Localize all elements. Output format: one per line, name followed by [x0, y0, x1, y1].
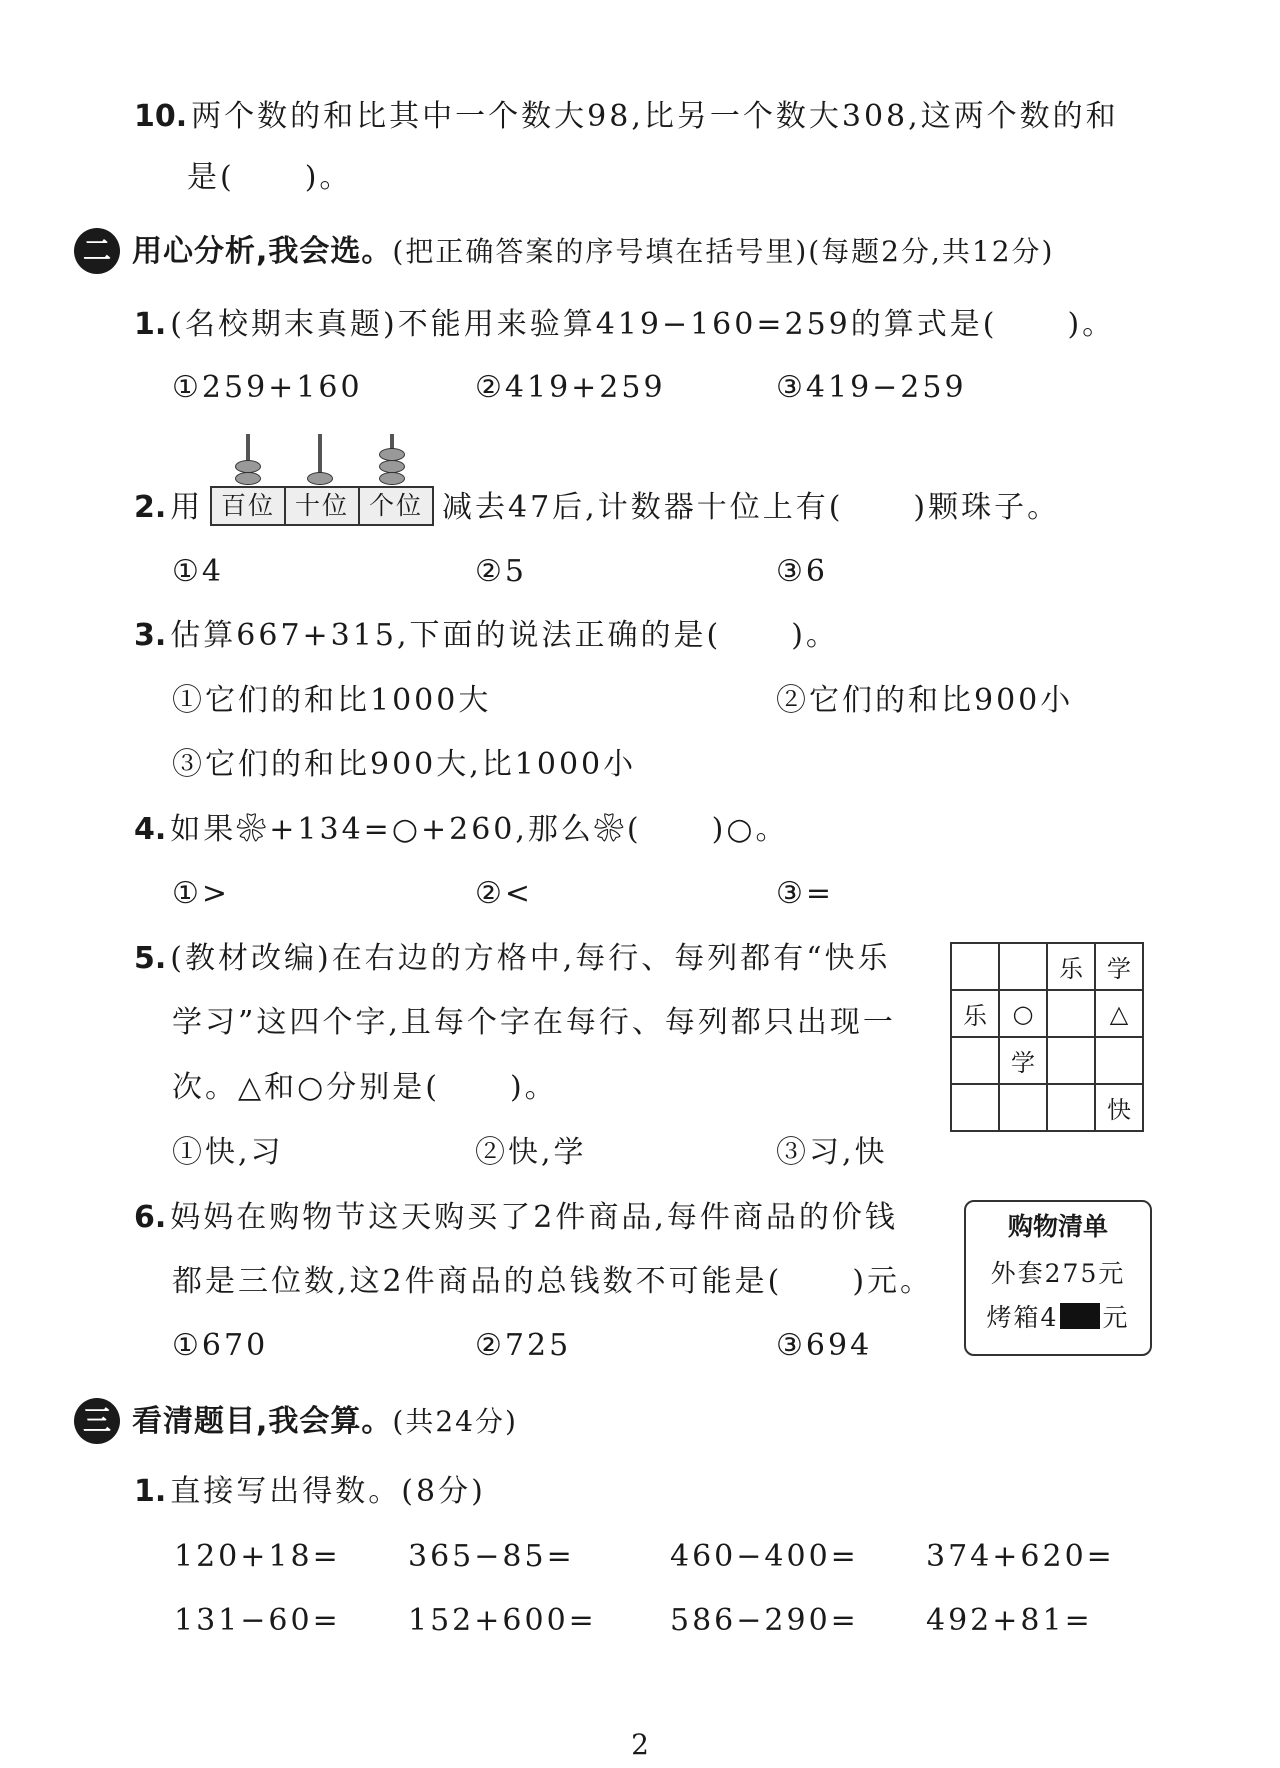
- q1-option-1: ①259+160: [172, 370, 363, 405]
- q2-text-mid: 减去47后,计数器十位上有(: [442, 490, 844, 525]
- shopping-item-unit: 元: [1102, 1303, 1130, 1332]
- q1-option-3: ③419−259: [776, 370, 967, 405]
- calc-item: 460−400=: [670, 1539, 859, 1574]
- calc-item: 152+600=: [408, 1603, 597, 1638]
- shopping-list-title: 购物清单: [1007, 1212, 1108, 1241]
- grid-cell: 乐: [1047, 943, 1095, 990]
- section-2-note: (把正确答案的序号填在括号里)(每题2分,共12分): [392, 235, 1055, 268]
- q5-number: 5.: [134, 941, 167, 976]
- q3-text-pre: 估算667+315,下面的说法正确的是(: [170, 618, 722, 653]
- q2-post: [442, 488, 1060, 528]
- q1-text: [134, 305, 1115, 345]
- q3-option-3: ③它们的和比900大,比1000小: [172, 747, 637, 782]
- grid-cell: [999, 1084, 1047, 1131]
- q6-text-2-pre: 都是三位数,这2件商品的总钱数不可能是(: [172, 1264, 783, 1299]
- page-number: 2: [631, 1728, 649, 1761]
- q6-text-2-post: )元。: [852, 1264, 934, 1299]
- calc-item: 365−85=: [408, 1539, 575, 1574]
- section-2-badge: 二: [74, 228, 120, 274]
- grid-cell: [999, 943, 1047, 990]
- q1-option-2: ②419+259: [475, 370, 666, 405]
- calc-item: 131−60=: [174, 1603, 341, 1638]
- grid-cell: 学: [1095, 943, 1143, 990]
- q3-option-1: ①它们的和比1000大: [172, 683, 492, 718]
- q4-option-2: ②<: [475, 876, 534, 911]
- q4-number: 4.: [134, 812, 167, 847]
- q3-option-2: ②它们的和比900小: [776, 683, 1074, 718]
- abacus-bead: [235, 472, 261, 485]
- q3-text: [134, 616, 839, 656]
- q10-text-post: )。: [304, 160, 353, 195]
- grid-cell: [1047, 1084, 1095, 1131]
- abacus-bead: [379, 472, 405, 485]
- q2-text-pre: 用: [170, 490, 204, 525]
- q1-text-pre: (名校期末真题)不能用来验算419−160=259的算式是(: [170, 307, 998, 342]
- q10-number: 10.: [134, 99, 188, 134]
- abacus-bead: [379, 460, 405, 473]
- s3q1-text: 直接写出得数。(8分): [170, 1474, 486, 1509]
- q6-option-3: ③694: [776, 1328, 873, 1363]
- q10-text-pre: 是(: [187, 160, 235, 195]
- section-3-title: 看清题目,我会算。: [132, 1404, 393, 1439]
- q4-text: [134, 810, 789, 850]
- shopping-list-item: [966, 1296, 1150, 1340]
- q3-text-post: )。: [791, 618, 839, 653]
- abacus-bead: [379, 448, 405, 461]
- abacus-label-tens: 十位: [286, 488, 360, 524]
- q2-text-post: )颗珠子。: [913, 490, 1061, 525]
- q6-number: 6.: [134, 1200, 167, 1235]
- grid-cell: △: [1095, 990, 1143, 1037]
- grid-cell: 乐: [951, 990, 999, 1037]
- grid-cell: [1047, 990, 1095, 1037]
- calc-item: 586−290=: [670, 1603, 859, 1638]
- calc-item: 120+18=: [174, 1539, 341, 1574]
- q5-option-1: ①快,习: [172, 1135, 284, 1170]
- q5-line2: 学习”这四个字,且每个字在每行、每列都只出现一: [172, 1005, 896, 1040]
- section-2-title: 用心分析,我会选。: [132, 234, 393, 269]
- q4-option-1: ①>: [172, 876, 231, 911]
- grid-cell: 快: [1095, 1084, 1143, 1131]
- grid-cell: [1095, 1037, 1143, 1084]
- q2-pre: [134, 488, 203, 528]
- abacus: [210, 434, 432, 526]
- abacus-label-hundreds: 百位: [212, 488, 286, 524]
- abacus-bead: [307, 472, 333, 485]
- q5-text-3-post: )。: [509, 1070, 558, 1105]
- abacus-place-labels: [210, 486, 434, 526]
- section-2-header: [132, 232, 1054, 272]
- q2-option-3: ③6: [776, 554, 828, 589]
- q5-option-3: ③习,快: [776, 1135, 888, 1170]
- q10-line2: [187, 158, 352, 198]
- section-3-badge: 三: [74, 1398, 120, 1444]
- q6-line1: [134, 1198, 898, 1238]
- section-3-header: [132, 1402, 518, 1442]
- q5-line3: [172, 1068, 558, 1108]
- q2-option-1: ①4: [172, 554, 224, 589]
- q6-option-2: ②725: [475, 1328, 572, 1363]
- shopping-list-item: 外套275元: [990, 1259, 1126, 1288]
- q10-text: 两个数的和比其中一个数大98,比另一个数大308,这两个数的和: [191, 99, 1119, 134]
- q2-option-2: ②5: [475, 554, 527, 589]
- abacus-label-ones: 个位: [368, 491, 423, 520]
- shopping-list: [964, 1200, 1152, 1356]
- section-3-note: (共24分): [392, 1405, 518, 1438]
- grid-cell: 学: [999, 1037, 1047, 1084]
- calc-item: 374+620=: [926, 1539, 1115, 1574]
- q5-option-2: ②快,学: [475, 1135, 587, 1170]
- q6-option-1: ①670: [172, 1328, 269, 1363]
- shopping-item-oven: 烤箱4: [986, 1303, 1059, 1332]
- q5-text-1: (教材改编)在右边的方格中,每行、每列都有“快乐: [170, 941, 891, 976]
- q3-number: 3.: [134, 618, 167, 653]
- q1-number: 1.: [134, 307, 167, 342]
- hidden-digits-box: [1060, 1303, 1100, 1329]
- grid-cell: [951, 1037, 999, 1084]
- s3q1-title: [134, 1472, 486, 1512]
- q4-option-3: ③=: [776, 876, 835, 911]
- calc-item: 492+81=: [926, 1603, 1093, 1638]
- word-grid: [950, 942, 1144, 1132]
- q6-text-1: 妈妈在购物节这天购买了2件商品,每件商品的价钱: [170, 1200, 898, 1235]
- grid-cell: [951, 1084, 999, 1131]
- q10-line1: [134, 97, 1119, 137]
- grid-cell: [951, 943, 999, 990]
- q1-text-post: )。: [1067, 307, 1116, 342]
- grid-cell: [1047, 1037, 1095, 1084]
- s3q1-number: 1.: [134, 1474, 167, 1509]
- q5-text-3-pre: 次。△和○分别是(: [172, 1070, 440, 1105]
- q2-number: 2.: [134, 490, 167, 525]
- q5-line1: [134, 939, 891, 979]
- abacus-bead: [235, 460, 261, 473]
- grid-cell: ○: [999, 990, 1047, 1037]
- q6-line2: [172, 1262, 933, 1302]
- q4-text-pre: 如果❀+134=○+260,那么❀(: [170, 812, 642, 847]
- q4-text-post: )○。: [711, 812, 789, 847]
